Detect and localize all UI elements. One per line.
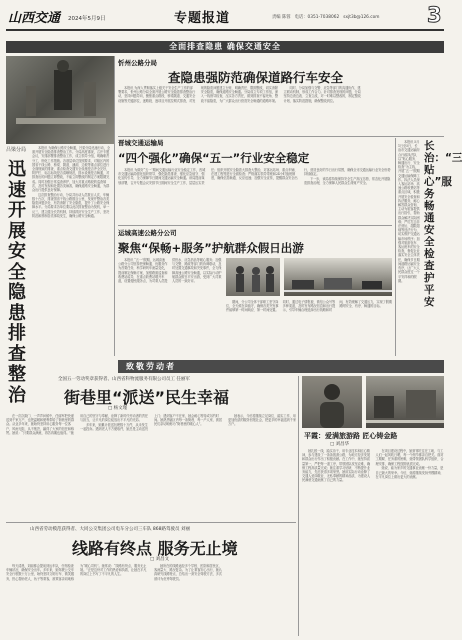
section-divider <box>6 522 296 523</box>
issue-date: 2024年5月9日 <box>68 16 106 22</box>
photo-inspection <box>6 56 115 144</box>
email: sxjt3b@126.com <box>343 15 380 20</box>
a1-body-text: 本报讯 为深入贯彻落实上级关于安全生产工作的部署要求，忻州公路分局全面开展公路安全隐患排查整治行动，坚持问题导向，聚焦重点路段、桥梁隧道、交通安全设施等关键部位，逐路段、逐项目开展拉网式排查，对发现的隐患问题建立台账、明确责任、限期整改，切实消除安全隐患，确保道路安全畅通。分局成立专项工作组，深入一线督导检查，压实各方责任，做到排查不留死角、整改不留隐患，为广大群众出行营造安全畅通的道路环境。 <box>118 86 278 103</box>
a5-title: 长治：“三贴心”服务畅通安全检查护平安 <box>424 140 462 308</box>
paper-logo: 山西交通 <box>8 11 61 26</box>
col-divider <box>298 376 299 636</box>
f3-title: 平霞：爱满旅游路 匠心铸金路 <box>304 432 398 440</box>
a3-body: 本报讯 为做好“五一”期间交通运输行业安全稳定工作，晋城市交通运输局强化组织领导、强化隐患排查、强化应急值守、强化宣传引导，全力保障节日期间交通运输安全畅通。该局提前谋划部署，召开专题会议安排节日期间安全生产工作，层层压实责任；组织开展安全隐患大排查大整治，对客运站场、重点车辆、在建工程等进行全面检查；严格落实领导带班和24小时值班制度，确保信息畅通、反应迅速；加强安全宣传，提醒群众安全出行，营造良好的节日出行氛围，确保全市交通运输行业安全形势持续稳定。 下一步，该局将持续保持安全生产高压态势，常态化开展隐患排查治理，全力保障人民群众生命财产安全。 <box>118 168 391 186</box>
f1-title: 街巷里“派送”民生幸福 <box>64 388 230 407</box>
a1-body: 本报讯 为深入贯彻落实上级关于安全生产工作的部署要求，忻州公路分局全面开展公路安全隐患排查整治行动，坚持问题导向，聚焦重点路段、桥梁隧道、交通安全设施等关键部位，逐路段、逐项目开展拉网式排查，对发现的隐患问题建立台账、明确责任、限期整改，切实消除安全隐患，确保道路安全畅通。分局成立专项工作组，深入一线督导检查，压实各方责任，做到排查不留死角、整改不留隐患，为广大群众出行营造安全畅通的道路环境。 同时，分局加强与交警、应急等部门的沟通协作，建立联动机制，形成工作合力。针对排查发现的问题，分局坚持边查边改、立查立改，对一时难以整改的，制定整改计划，落实防范措施，确保整改到位。 <box>118 86 361 103</box>
f3-body: 她扎根一线，踏实肯干，用专业技术和匠心精神，参与建设了一条条旅游公路，为地方经济发展和群众出行作出了积极贡献。在工作中，她坚持质量第一，严把每一道工序，带领团队攻坚克难，确保工程高质量完成；她注重学习钻研，不断提升业务能力，先后获得多项荣誉。她用实际行动诠释了交通人爱岗敬业、无私奉献的精神品质，为建设人民满意交通贡献了自己的力量。 在项目建设过程中，她常常吃住在工地，与工人们一起风吹日晒，每一个细节都亲自把关。面对工期紧、任务重的困难，她带领团队科学组织、合理安排，确保工程按期优质完成。 她说，能为家乡的交通事业贡献一份力量，是自己最大的荣幸。今后，她将继续发扬劳模精神，在平凡岗位上做出更大的贡献。 <box>302 449 444 483</box>
a2-body: 本报讯 为确保公路安全畅通，吕梁分局迅速行动，全面开展安全隐患排查整治工作。分局高度重视，召开专题会议，安排部署排查整治工作，成立领导小组，明确职责分工，细化工作措施。各基层单位按照要求，对辖区内的国省干线公路、桥梁、隧道、涵洞、边坡等重点部位进行全面细致的排查，重点检查交通安全设施是否齐全完好，防护栏、标志标线是否清晰规范，排水设施是否畅通，对排查出的问题立即整改，不能立即整改的制定方案限期完成。同时加强日常巡查养护，加大对重点路段的巡查频次，及时发现和处置各类病害，确保道路安全畅通，为群众出行提供良好保障。 这次排查整治行动，分局共出动人员数百人次，车辆数十台次，排查国省干线公路数百公里，发现并整治各类隐患问题多处，有效消除了安全隐患，提升了公路安全保障水平。分局要求各单位要以此次排查整治为契机，举一反三，建立健全长效机制，持续抓好安全生产工作，坚决防范和遏制各类事故发生，确保公路安全畅通。 <box>32 146 112 354</box>
a4-kicker: 运城高速公路分公司 <box>118 229 177 237</box>
masthead <box>4 3 446 28</box>
f1-body: 在一次次敲门、一声声问候中，任丽军把快递送到千家万户，也把温暖和便利带给了街巷里的群众。从业多年来，她始终坚持用心服务每一位客户，风雨无阻，从不抱怨，赢得了大家的信任和称赞。她说：“只要群众满意，再苦再累也值得。”她用自己的坚守与奉献，诠释了新时代劳动者的责任与担当，让平凡的岗位绽放出不平凡的光彩。 多年来，她累计派送包裹数十万件，从未发生一起投诉。遇到老人不方便取件，她总是主动送货上门；遇到客户不在家，她会耐心等待或另约时间。她熟悉辖区内每一条街巷、每一户人家，被居民们亲切地称为“街巷里的暖心人”。 她表示，今后将继续立足岗位、踏实工作，用更加优质的服务回报社会，把更多的幸福送到千家万户。 <box>6 414 296 435</box>
f3-body-text: 她扎根一线，踏实肯干，用专业技术和匠心精神，参与建设了一条条旅游公路，为地方经济发展和群众出行作出了积极贡献。在工作中，她坚持质量第一，严把每一道工序，带领团队攻坚克难，确保工程高质量完成；她注重学习钻研，不断提升业务能力，先后获得多项荣誉。她用实际行动诠释了交通人爱岗敬业、无私奉献的精神品质，为建设人民满意交通贡献了自己的力量。 <box>302 449 370 483</box>
photo-highway <box>284 258 392 296</box>
f1-byline: □ 杨文瑾 <box>108 406 128 411</box>
vehicles-icon <box>284 258 392 296</box>
photo-portrait <box>302 376 362 428</box>
lower-banner <box>118 360 444 373</box>
section-title: 专题报道 <box>174 11 231 26</box>
a1-title: 查隐患强防范确保道路行车安全 <box>168 70 344 85</box>
a4-title: 聚焦“保畅+服务”护航群众假日出游 <box>118 241 304 255</box>
lower-banner-text: 致敬劳动者 <box>126 362 176 371</box>
construction-icon <box>366 376 444 428</box>
col-divider <box>114 56 115 356</box>
phone: 电话：0351-7038062 <box>294 15 340 20</box>
photo-worksite <box>366 376 444 428</box>
f2-sub: 山西省劳动模范获得者、大同公交集团公司电车分公司三车队 868路驾驶员 刘丽 <box>30 527 190 532</box>
section-divider <box>118 225 392 226</box>
a2-title: 迅速开展安全隐患排查整治 <box>8 159 26 406</box>
slogan-banner <box>6 41 444 53</box>
a4-body-text: 本报讯 “五一”假期，运城高速公路分公司坚持把保畅通、优服务作为首要任务，科学研判车流量变化，提前制定保畅方案，加强路面巡查和收费站疏导，在重点收费站增开车道，设置便民服务点，为司乘人员提供热水、应急药品等暖心服务；加强与交警、路政等部门的协调联动，及时处置交通事故和突发事件，全力保障高速公路安全畅通，以实际行动护航群众假日平安出游，受到广大司乘人员的一致好评。 <box>118 258 222 284</box>
a2-org: 吕梁分局 <box>6 147 27 153</box>
editor-info <box>272 14 379 20</box>
masthead-rule <box>6 29 444 31</box>
a1-kicker: 忻州公路分局 <box>118 59 157 67</box>
a3-title: “四个强化”确保“五一”行业安全稳定 <box>118 151 310 165</box>
f1-body-text: 在一次次敲门、一声声问候中，任丽军把快递送到千家万户，也把温暖和便利带给了街巷里的群众。从业多年来，她始终坚持用心服务每一位客户，风雨无阻，从不抱怨，赢得了大家的信任和称赞。她说：“只要群众满意，再苦再累也值得。”她用自己的坚守与奉献，诠释了新时代劳动者的责任与担当，让平凡的岗位绽放出不平凡的光彩。 <box>6 414 148 435</box>
a5-body <box>398 140 420 354</box>
editor: 责编 陈蓉 <box>272 15 291 20</box>
a3-body-text: 本报讯 为做好“五一”期间交通运输行业安全稳定工作，晋城市交通运输局强化组织领导、强化隐患排查、强化应急值守、强化宣传引导，全力保障节日期间交通运输安全畅通。该局提前谋划部署，召开专题会议安排节日期间安全生产工作，层层压实责任；组织开展安全隐患大排查大整治，对客运站场、重点车辆、在建工程等进行全面检查；严格落实领导带班和24小时值班制度，确保信息畅通、反应迅速；加强安全宣传，提醒群众安全出行，营造良好的节日出行氛围，确保全市交通运输行业安全形势持续稳定。 <box>118 168 391 185</box>
a4-body-2: 期间，分公司全体干部职工坚守岗位，全天候在岗值守，确保各类突发事件能够第一时间响应、第一时间处置。同时，通过电子情报板、微信公众号等多种渠道，及时发布路况信息和出行提示，引导车辆合理选择出行线路和时间，有效缓解了交通压力，实现了假期路网安全、有序、畅通的目标。 <box>226 300 392 313</box>
a4-body <box>118 258 222 354</box>
photo-toll-station <box>226 258 280 296</box>
col-divider <box>395 138 396 356</box>
f2-body-text: 每天清晨，刘丽都会提前到达车队，仔细检查车辆状况，确保安全出车。多年来，她驾驶公交车安全行驶数十万公里，始终坚持文明行车、微笑服务，热心帮助老人、孩子等乘客，被乘客亲切地称为“暖心司机”。她常说：“线路有终点，服务无止境。”正是这份对工作的热爱和执着，让她在平凡的岗位上书写了不平凡的人生。 <box>6 564 147 581</box>
f2-byline: □ 刘昌文 <box>150 557 170 562</box>
people-silhouette-icon <box>226 258 280 296</box>
section-divider <box>118 136 444 137</box>
f2-title: 线路有终点 服务无止境 <box>72 539 238 558</box>
a3-kicker: 晋城交通运输局 <box>118 139 164 147</box>
person-icon <box>302 376 362 428</box>
f1-sub: 全国五一劳动奖章获得者、山西省科物流服务有限公司员工 任丽军 <box>58 377 190 382</box>
a2-body-text: 本报讯 为确保公路安全畅通，吕梁分局迅速行动，全面开展安全隐患排查整治工作。分局高度重视，召开专题会议，安排部署排查整治工作，成立领导小组，明确职责分工，细化工作措施。各基层单位按照要求，对辖区内的国省干线公路、桥梁、隧道、涵洞、边坡等重点部位进行全面细致的排查，重点检查交通安全设施是否齐全完好，防护栏、标志标线是否清晰规范，排水设施是否畅通，对排查出的问题立即整改，不能立即整改的制定方案限期完成。同时加强日常巡查养护，加大对重点路段的巡查频次，及时发现和处置各类病害，确保道路安全畅通，为群众出行提供良好保障。 <box>32 146 110 193</box>
slogan-text: 全面排查隐患 确保交通安全 <box>169 42 281 51</box>
f3-byline: □ 刘昌华 <box>330 442 350 447</box>
f2-body: 每天清晨，刘丽都会提前到达车队，仔细检查车辆状况，确保安全出车。多年来，她驾驶公交车安全行驶数十万公里，始终坚持文明行车、微笑服务，热心帮助老人、孩子等乘客，被乘客亲切地称为“暖心司机”。她常说：“线路有终点，服务无止境。”正是这份对工作的热爱和执着，让她在平凡的岗位上书写了不平凡的人生。 她所在的线路途经多个学校、医院和居民区，客流量大、路况复杂。为了让乘客安心出行，她认真研究线路特点，总结出一套安全驾驶方法，多次被评为优秀驾驶员。 <box>6 564 222 581</box>
page-number: 3 <box>427 3 442 27</box>
worker-silhouette-icon <box>6 56 115 144</box>
a5-body-text: 本报讯 5月1日至5日，长治市交通运输综合行政执法队以“贴心服务、畅通出行、安全检查”为主线，开展“五一”假期交通运输保障工作。执法人员深入客运站场、高速公路收费站等重点区域，积极开展安全检查和执法服务，耐心解答群众咨询，主动为旅客提供出行指引，帮助群众解决实际困难；严厉打击非法营运、超限超载等违法行为，切实维护交通运输市场秩序；加强对旅游包车、客运班车的安全检查，督促企业落实安全主体责任，确保节日期间道路运输安全有序，让广大人民群众度过一个平安祥和的假期。 <box>398 140 420 283</box>
